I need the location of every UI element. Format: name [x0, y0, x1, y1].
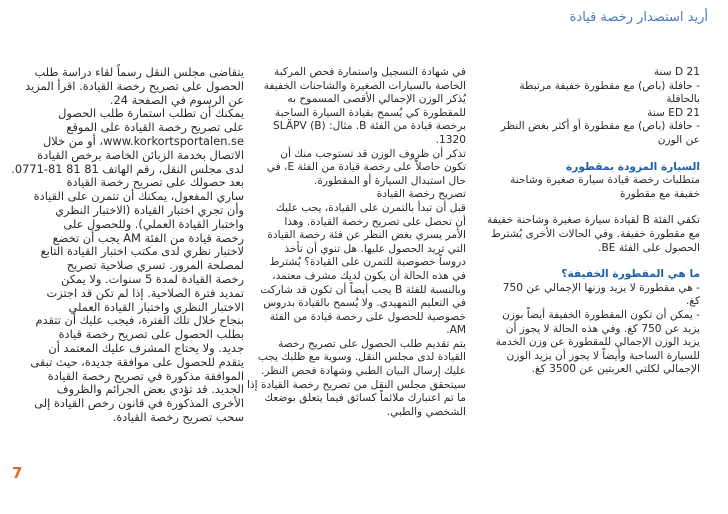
text-line: تكون حاصلاً على رخصة قيادة من الفئة E، في [266, 161, 466, 174]
text-line: - حافلة (باص) مع مقطورة خفيفة مرتبطة [519, 79, 700, 92]
text-line: تمديد فترة الصلاحية. إذا لم تكن قد اجتزت [46, 285, 244, 300]
text-line: الحصول على الفئة BE. [598, 241, 700, 254]
text-line: لدى مجلس النقل، رقم الهاتف 81 81 81-0771. [11, 161, 244, 176]
text-line: تصريح رخصة القيادة [376, 188, 466, 201]
text-line: www.korkortsportalen.se، أو من خلال [43, 133, 244, 148]
text-line: 21 ED سنة [647, 106, 700, 119]
text-line: - هي مقطورة لا يزيد وزنها الإجمالي عن 750 [502, 281, 700, 294]
text-line: يزيد عن 750 كغ. وفي هذه الحالة لا يجوز أن [505, 322, 700, 335]
text-line: مع مقطورة خفيفة. وفي الحالات الأخرى يُشترط [490, 227, 700, 240]
text-line: رخصة قيادة من الفئة AM يجب أن تخضع [52, 230, 244, 245]
text-line: وأن تجري اختبار القيادة (الاختبار النظري [55, 202, 244, 217]
text-line: للمقطورة كي يُسمح بقيادة السيارة الساحبة [274, 106, 466, 119]
text-line: واختبار القيادة العملي). وللحصول على [63, 216, 244, 231]
section-heading: ما هي المقطورة الخفيفة؟ [561, 268, 700, 281]
text-line: قبل أن تبدأ بالتمرن على القيادة، يجب عليك [275, 201, 466, 214]
text-line: حال استبدال السيارة أو المقطورة. [314, 174, 466, 187]
text-line: خصوصية للحصول على رخصة قيادة من الفئة [269, 310, 466, 323]
text-line: تكفي الفئة B لقيادة سيارة صغيرة وشاحنة خفيفة [487, 214, 700, 227]
text-line: خفيفة مع مقطورة [619, 187, 700, 200]
text-line: التي تريد الحصول عليها. هل تنوي أن تأخذ [284, 242, 466, 255]
text-line: ما تم اعتبارك ملائماً كسائق فيما يتعلق بوضعك [264, 392, 466, 405]
text-line: الخاصة بالسيارات الصغيرة والشاحنات الخفيفة [263, 79, 466, 92]
text-line: الإجمالي لكلتي العربتين عن 3500 كغ. [531, 363, 700, 376]
text-line: على تصريح رخصة القيادة على الموقع [66, 120, 244, 135]
left-column [11, 65, 244, 425]
text-line: سحب تصريح رخصة القيادة. [112, 409, 244, 424]
text-line: سيتحقق مجلس النقل من تصريح رخصة القيادة إذا [246, 378, 466, 391]
text-line: عن الوزن [657, 133, 700, 146]
text-line: متطلبات رخصة قيادة سيارة صغيرة وشاحنة [510, 174, 700, 187]
text-line: عن الرسوم في الصفحة 24. [109, 92, 244, 107]
text-line: الاختبار النظري واختبار القيادة العملي [68, 299, 244, 314]
text-line: يتم تقديم طلب الحصول على تصريح رخصة [278, 337, 466, 350]
text-line: في التعليم التمهيدي. ولا يُسمح بالقيادة بدروس [263, 297, 466, 310]
page-title: أريد استصدار رخصة قيادة [569, 10, 708, 25]
text-line: الأمر يسري بغض النظر عن فئة رخصة القيادة [267, 229, 466, 242]
text-line: يمكنك أن تطلب استمارة طلب الحصول [58, 106, 244, 121]
text-line: كغ. [685, 295, 700, 308]
text-line: - حافلة (باص) مع مقطورة أو أكثر بغض النظر [500, 120, 700, 133]
text-line: تذكر أن ظروف الوزن قد تستوجب منك أن [280, 147, 466, 160]
text-line: الحصول على تصريح رخصة القيادة. اقرأ المزيد [25, 78, 244, 93]
right-column [487, 66, 700, 377]
text-line: يزيد الوزن الإجمالي للمقطورة عن وزن الخدمة [495, 336, 700, 349]
text-line: بطلب الحصول على تصريح رخصة قيادة [58, 327, 244, 342]
text-line: بنجاح خلال تلك الفترة، فيجب عليك أن تتقدم [35, 313, 244, 328]
text-line: الاتصال بخدمة الزبائن الخاصة برخص القيادة [37, 147, 244, 162]
text-line: وبالنسبة للفئة B يجب أيضاً أن تكون قد شاركت [260, 283, 466, 296]
text-line: ساري المفعول، يمكنك أن تتمرن على القيادة [33, 189, 244, 204]
text-line: للسيارة الساحبة وأيضاً لا يجوز أن يزيد الوزن [506, 349, 700, 362]
middle-column [246, 66, 466, 419]
text-line: أن تحصل على تصريح رخصة القيادة. وهذا [284, 215, 466, 228]
text-line: الجديد. قد تؤدي بعض الجرائم والظروف [56, 382, 244, 397]
text-line: 21 D سنة [653, 66, 700, 78]
text-line: لمصلحة المرور. تسري صلاحية تصريح [66, 258, 244, 273]
text-line: في شهادة التسجيل واستمارة فحص المركبة [274, 66, 466, 78]
text-line: الموافقة مذكورة في تصريح رخصة القيادة [47, 368, 244, 383]
text-line: دروساً خصوصية للتمرن على القيادة؟ يُشترط [269, 256, 466, 269]
text-line: - يمكن أن تكون المقطورة الخفيفة أيضاً بوزن [502, 308, 700, 321]
text-line: عليك إرسال البيان الطبي وشهادة فحص النظر. [260, 365, 466, 378]
text-line: الأخرى المذكورة في قانون رخص القيادة إلى [34, 396, 244, 411]
text-line: الشخصي والطبي. [386, 405, 466, 418]
text-line: AM. [446, 324, 466, 337]
text-line: 1320. [435, 133, 466, 146]
page-number: 7 [12, 464, 23, 482]
license-d-list [490, 66, 700, 148]
text-line: يتقدم للحصول على موافقة جديدة، حيث تبقى [30, 354, 244, 369]
text-line: لاختبار نظري لدى مكتب اختبار القيادة التابع [40, 244, 244, 259]
text-line: بعد حصولك على تصريح رخصة القيادة [66, 175, 244, 190]
text-line: في هذه الحالة أن يكون لديك مشرف معتمد، [272, 269, 466, 282]
section-heading: السيارة المزودة بمقطورة [565, 160, 700, 173]
text-line: برخصة قيادة من الفئة B. مثال: SLÄPV (B) [273, 120, 466, 133]
text-line: القيادة لدى مجلس النقل. وسوية مع طلبك يجب [257, 351, 466, 364]
text-line: يتقاضى مجلس النقل رسماً لقاء دراسة طلب [34, 65, 244, 79]
text-line: يُذكر الوزن الإجمالي الأقصى المسموح به [287, 93, 466, 106]
text-line: رخصة القيادة لمدة 5 سنوات. ولا يمكن [61, 271, 244, 286]
text-line: بالحافلة [666, 93, 700, 106]
text-line: جديد. ولا يحتاج المشرف عليك المعتمد أن [48, 340, 244, 355]
